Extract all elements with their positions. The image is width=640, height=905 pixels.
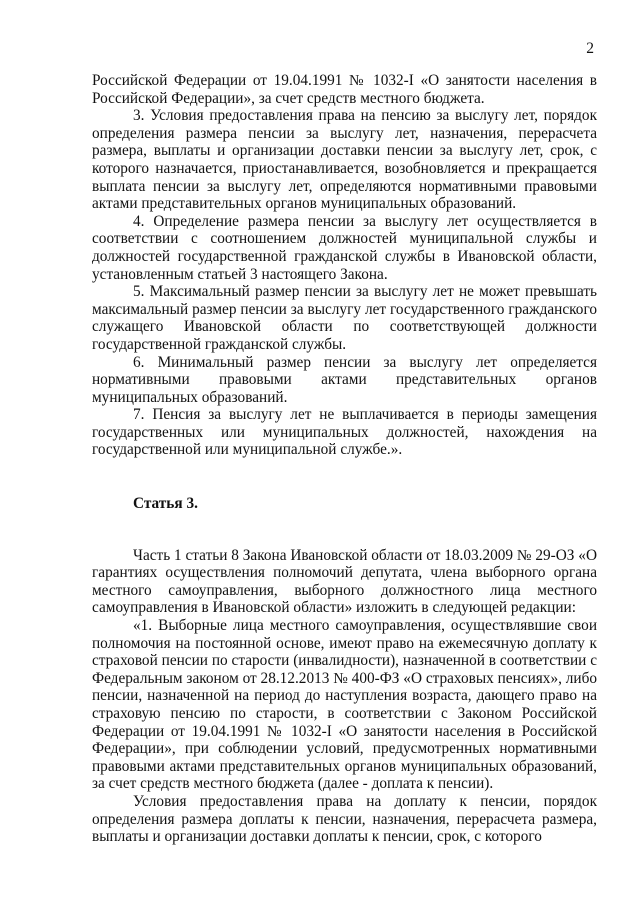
paragraph-item-7: 7. Пенсия за выслугу лет не выплачивается в периоды замещения государственных или муниципальных должностей, нахождения на государственной или муниципальной службе.». xyxy=(92,406,597,459)
paragraph-item-4: 4. Определение размера пенсии за выслугу лет осуществляется в соответствии с соотношением должностей муниципальной службы и должностей государственной гражданской службы в Ивановской области, установленным статьей 3 настоящего Закона. xyxy=(92,212,597,283)
paragraph-continuation: Российской Федерации от 19.04.1991 № 1032-I «О занятости населения в Российской Федерации», за счет средств местного бюджета. xyxy=(92,72,597,107)
document-body xyxy=(92,72,597,846)
paragraph-item-5: 5. Максимальный размер пенсии за выслугу лет не может превышать максимальный размер пенсии за выслугу лет государственного гражданского служащего Ивановской области по соответствующей должности государственной гражданской службы. xyxy=(92,283,597,353)
heading-spacer xyxy=(92,513,597,547)
paragraph-conditions: Условия предоставления права на доплату к пенсии, порядок определения размера доплаты к пенсии, назначения, перерасчета размера, выплаты и организации доставки доплаты к пенсии, срок, с которого xyxy=(92,792,597,846)
paragraph-article-intro: Часть 1 статьи 8 Закона Ивановской области от 18.03.2009 № 29-ОЗ «О гарантиях осуществления полномочий депутата, члена выборного органа местного самоуправления, выборного должностного лица местного самоуправления в Ивановской области» изложить в следующей редакции: xyxy=(92,546,597,617)
paragraph-item-6: 6. Минимальный размер пенсии за выслугу лет определяется нормативными правовыми актами представительных органов муниципальных образований. xyxy=(92,353,597,406)
paragraph-item-3: 3. Условия предоставления права на пенсию за выслугу лет, порядок определения размера пенсии за выслугу лет, назначения, перерасчета размера, выплаты и организации доставки пенсии за выслугу лет, срок, с которого назначается, приостанавливается, возобновляется и прекращается выплата пенсии за выслугу лет, определяются нормативными правовыми актами представительных органов муниципальных образований. xyxy=(92,107,597,213)
paragraph-quoted-part-1: «1. Выборные лица местного самоуправления, осуществлявшие свои полномочия на постоянной основе, имеют право на ежемесячную доплату к страховой пенсии по старости (инвалидности), назначенной в соответствии с Федеральным законом от 28.12.2013 № 400-ФЗ «О страховых пенсиях», либо пенсии, назначенной на период до наступления возраста, дающего право на страховую пенсию по старости, в соответствии с Законом Российской Федерации от 19.04.1991 № 1032-I «О занятости населения в Российской Федерации», при соблюдении условий, предусмотренных нормативными правовыми актами представительных органов муниципальных образований, за счет средств местного бюджета (далее - доплата к пенсии). xyxy=(92,617,597,793)
article-heading: Статья 3. xyxy=(133,495,198,513)
page-number: 2 xyxy=(586,40,594,57)
